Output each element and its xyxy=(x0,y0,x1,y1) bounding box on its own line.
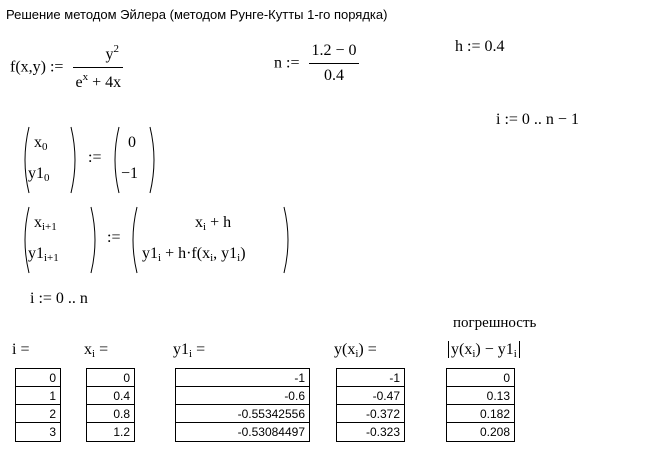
function-num-exp: 2 xyxy=(113,43,120,55)
iter-y-next: $y1_{i+1}$ xyxy=(28,245,59,264)
init-value-y0: −1 xyxy=(121,165,139,182)
table-cell: -0.55342556 xyxy=(176,405,309,423)
table-cell: 0.182 xyxy=(447,405,514,423)
init-x0: $x_0$ xyxy=(34,134,48,153)
function-lhs: f(x,y) := xyxy=(10,58,64,76)
euler-iteration-formula[interactable] xyxy=(20,202,310,278)
table-i[interactable] xyxy=(15,368,61,442)
table-cell: 0.13 xyxy=(447,387,514,405)
table-cell: 2 xyxy=(16,405,60,423)
init-assign: := xyxy=(88,149,102,166)
n-definition[interactable] xyxy=(274,42,359,85)
left-paren-icon xyxy=(110,126,120,194)
worksheet-heading: Решение методом Эйлера (методом Рунге-Кутты 1-го порядка) xyxy=(6,7,388,22)
h-definition[interactable]: h := 0.4 xyxy=(455,38,505,55)
left-paren-icon xyxy=(128,206,138,274)
table-x[interactable] xyxy=(86,368,135,442)
right-paren-icon xyxy=(149,126,159,194)
iter-x-next: $x_{i+1}$ xyxy=(34,214,57,233)
i-range-definition[interactable]: i := 0 .. n − 1 xyxy=(496,111,579,128)
table-cell: 0 xyxy=(447,369,514,387)
right-paren-icon xyxy=(70,126,80,194)
function-definition[interactable] xyxy=(10,43,123,92)
table-y-exact[interactable] xyxy=(336,368,405,442)
table-cell: 0.208 xyxy=(479,425,510,439)
n-denominator: 0.4 xyxy=(309,63,358,85)
table-cell: -0.47 xyxy=(337,387,404,405)
table-cell: -0.323 xyxy=(365,425,400,439)
function-fraction xyxy=(73,43,123,92)
iter-expr-y: $y1_i + h\cdot f(x_i$, $y1_i$) xyxy=(142,245,246,264)
table-cell: 3 xyxy=(49,425,56,439)
n-numerator: 1.2 − 0 xyxy=(311,42,357,59)
table-cell: 0 xyxy=(16,369,60,387)
table-cell: -0.53084497 xyxy=(237,425,305,439)
n-fraction xyxy=(309,42,358,85)
right-paren-icon xyxy=(90,206,100,274)
init-value-x0: 0 xyxy=(128,134,136,151)
iter-assign: := xyxy=(107,229,121,246)
initial-conditions[interactable] xyxy=(20,122,200,198)
n-lhs: n := xyxy=(274,54,300,72)
table-cell: -1 xyxy=(176,369,309,387)
header-x: $x_i$ = xyxy=(84,341,109,360)
table-cell: 1.2 xyxy=(113,425,130,439)
iter-expr-x: $x_i + h$ xyxy=(195,214,232,233)
right-paren-icon xyxy=(283,206,293,274)
header-i: i = xyxy=(12,341,30,358)
table-cell: -1 xyxy=(337,369,404,387)
table-cell: 0.8 xyxy=(87,405,134,423)
error-title: погрешность xyxy=(453,315,537,331)
function-den-rest: + 4x xyxy=(88,74,122,91)
table-error[interactable] xyxy=(446,368,515,442)
header-y-exact: $y(x_i)$ = xyxy=(334,341,377,360)
table-y1[interactable] xyxy=(175,368,310,442)
header-y1: $y1_i$ = xyxy=(173,341,206,360)
header-error: $y(x_i) - y1_i$ xyxy=(448,341,520,360)
function-den-base: e xyxy=(75,74,83,91)
init-y0: $y1_0$ xyxy=(28,165,50,184)
table-cell: -0.6 xyxy=(176,387,309,405)
table-cell: 0.4 xyxy=(87,387,134,405)
i-range-full-definition[interactable]: i := 0 .. n xyxy=(30,290,88,307)
function-den-exp: x xyxy=(82,71,89,83)
function-num-base: y xyxy=(105,46,114,63)
table-cell: 1 xyxy=(16,387,60,405)
table-cell: 0 xyxy=(87,369,134,387)
table-cell: -0.372 xyxy=(337,405,404,423)
